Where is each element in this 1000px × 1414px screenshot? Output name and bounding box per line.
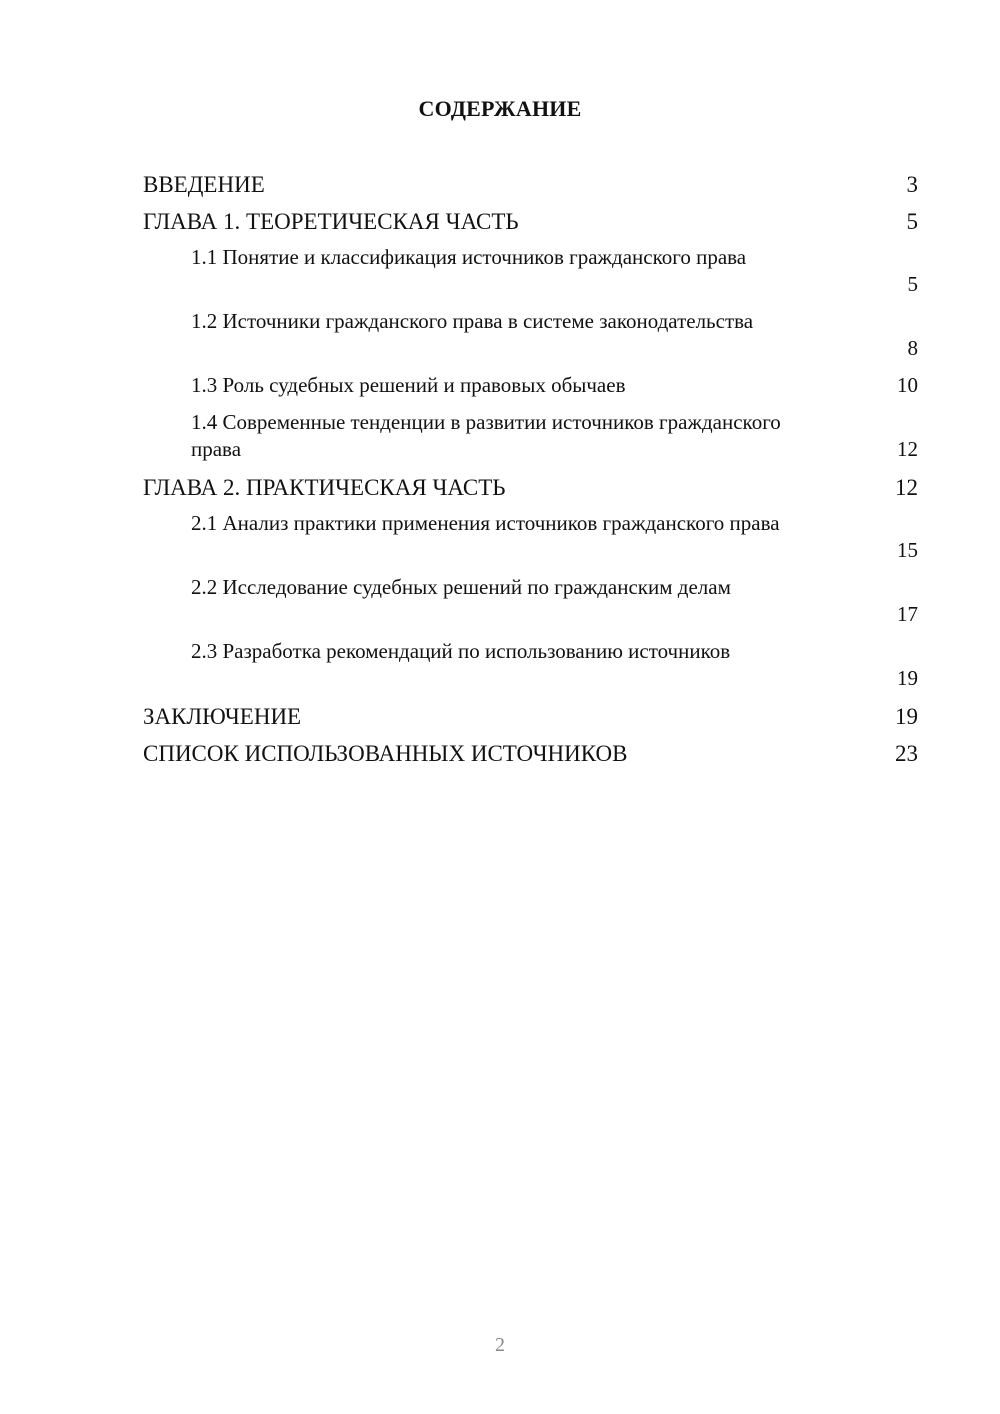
toc-entry-label: ВВЕДЕНИЕ	[143, 172, 265, 197]
table-of-contents	[143, 170, 918, 776]
page-title: СОДЕРЖАНИЕ	[418, 96, 582, 121]
toc-entry-page: 23	[895, 741, 918, 766]
toc-entry-1-1[interactable]	[191, 244, 918, 298]
toc-entry-label: ГЛАВА 1. ТЕОРЕТИЧЕСКАЯ ЧАСТЬ	[143, 209, 519, 234]
toc-entry-page: 10	[897, 373, 918, 397]
toc-entry-chapter-2[interactable]	[143, 473, 918, 510]
toc-entry-page: 8	[907, 336, 918, 360]
toc-entry-label: ГЛАВА 2. ПРАКТИЧЕСКАЯ ЧАСТЬ	[143, 475, 506, 500]
toc-entry-page: 15	[897, 538, 918, 562]
toc-entry-label: 1.4 Современные тенденции в развитии источников гражданского права	[191, 410, 781, 461]
toc-entry-page: 12	[897, 437, 918, 461]
toc-entry-1-4[interactable]	[191, 409, 918, 463]
toc-entry-page: 19	[897, 666, 918, 690]
toc-entry-1-3[interactable]	[191, 372, 918, 399]
toc-entry-label: СПИСОК ИСПОЛЬЗОВАННЫХ ИСТОЧНИКОВ	[143, 741, 628, 766]
toc-entry-label: 1.3 Роль судебных решений и правовых обычаев	[191, 373, 626, 397]
toc-entry-label: 2.1 Анализ практики применения источников гражданского права	[191, 511, 780, 535]
toc-entry-page: 5	[906, 209, 918, 234]
toc-entry-2-3[interactable]	[191, 638, 918, 692]
toc-entry-page: 5	[907, 272, 918, 296]
toc-entry-conclusion[interactable]	[143, 702, 918, 739]
toc-entry-label: 1.2 Источники гражданского права в системе законодательства	[191, 309, 754, 333]
toc-entry-page: 19	[895, 704, 918, 729]
toc-entry-chapter-1[interactable]	[143, 207, 918, 244]
toc-entry-label: 1.1 Понятие и классификация источников гражданского права	[191, 245, 747, 269]
toc-entry-page: 17	[897, 602, 918, 626]
toc-entry-references[interactable]	[143, 739, 918, 776]
toc-entry-page: 12	[895, 475, 918, 500]
toc-entry-2-2[interactable]	[191, 574, 918, 628]
toc-entry-label: ЗАКЛЮЧЕНИЕ	[143, 704, 302, 729]
toc-entry-1-2[interactable]	[191, 308, 918, 362]
toc-entry-2-1[interactable]	[191, 510, 918, 564]
toc-entry-page: 3	[906, 172, 918, 197]
toc-entry-introduction[interactable]	[143, 170, 918, 207]
toc-entry-label: 2.2 Исследование судебных решений по гражданским делам	[191, 575, 731, 599]
toc-entry-label: 2.3 Разработка рекомендаций по использованию источников	[191, 639, 731, 663]
page-number: 2	[495, 1334, 505, 1356]
